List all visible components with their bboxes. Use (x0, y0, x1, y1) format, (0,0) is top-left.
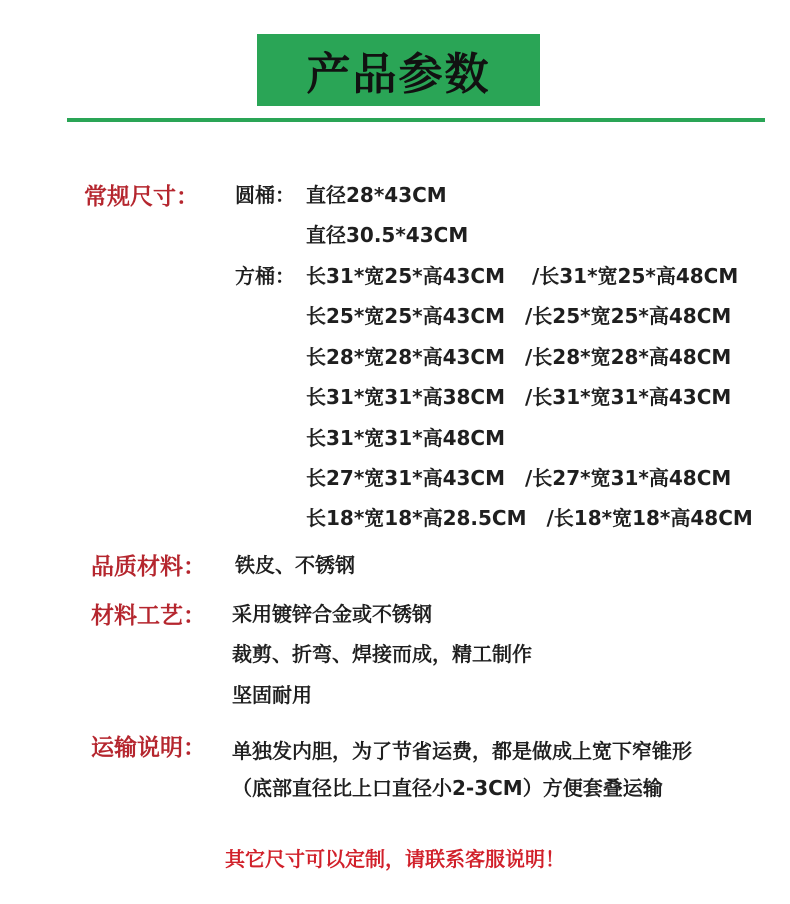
title-divider (67, 118, 765, 122)
square-size-line: 长31*宽25*高43CM /长31*宽25*高48CM (306, 264, 739, 288)
page-title: 产品参数 (306, 49, 491, 100)
square-size-line: 长31*宽31*高38CM /长31*宽31*高43CM (306, 385, 732, 409)
material-value: 铁皮、不锈钢 (235, 553, 355, 577)
square-size-line: 长31*宽31*高48CM (306, 426, 505, 450)
square-size-line: 长28*宽28*高43CM /长28*宽28*高48CM (306, 345, 732, 369)
square-size-line: 长25*宽25*高43CM /长25*宽25*高48CM (306, 304, 732, 328)
shipping-line: （底部直径比上口直径小2-3CM）方便套叠运输 (232, 776, 663, 800)
section-label-size: 常规尺寸： (84, 184, 199, 210)
square-size-line: 长27*宽31*高43CM /长27*宽31*高48CM (306, 466, 732, 490)
shipping-line: 单独发内胆，为了节省运费，都是做成上宽下窄锥形 (232, 739, 692, 763)
section-label-material: 品质材料： (91, 554, 206, 580)
craft-line: 采用镀锌合金或不锈钢 (232, 602, 432, 626)
round-size-line: 直径28*43CM (306, 183, 447, 207)
section-label-shipping: 运输说明： (91, 735, 206, 761)
round-size-line: 直径30.5*43CM (306, 223, 469, 247)
square-bucket-label: 方桶： (235, 264, 295, 288)
custom-size-notice: 其它尺寸可以定制，请联系客服说明！ (225, 847, 565, 871)
title-banner (257, 34, 540, 106)
square-size-line: 长18*宽18*高28.5CM /长18*宽18*高48CM (306, 506, 753, 530)
section-label-craft: 材料工艺： (91, 603, 206, 629)
round-bucket-label: 圆桶： (235, 183, 295, 207)
craft-line: 坚固耐用 (232, 683, 312, 707)
craft-line: 裁剪、折弯、焊接而成，精工制作 (232, 642, 532, 666)
